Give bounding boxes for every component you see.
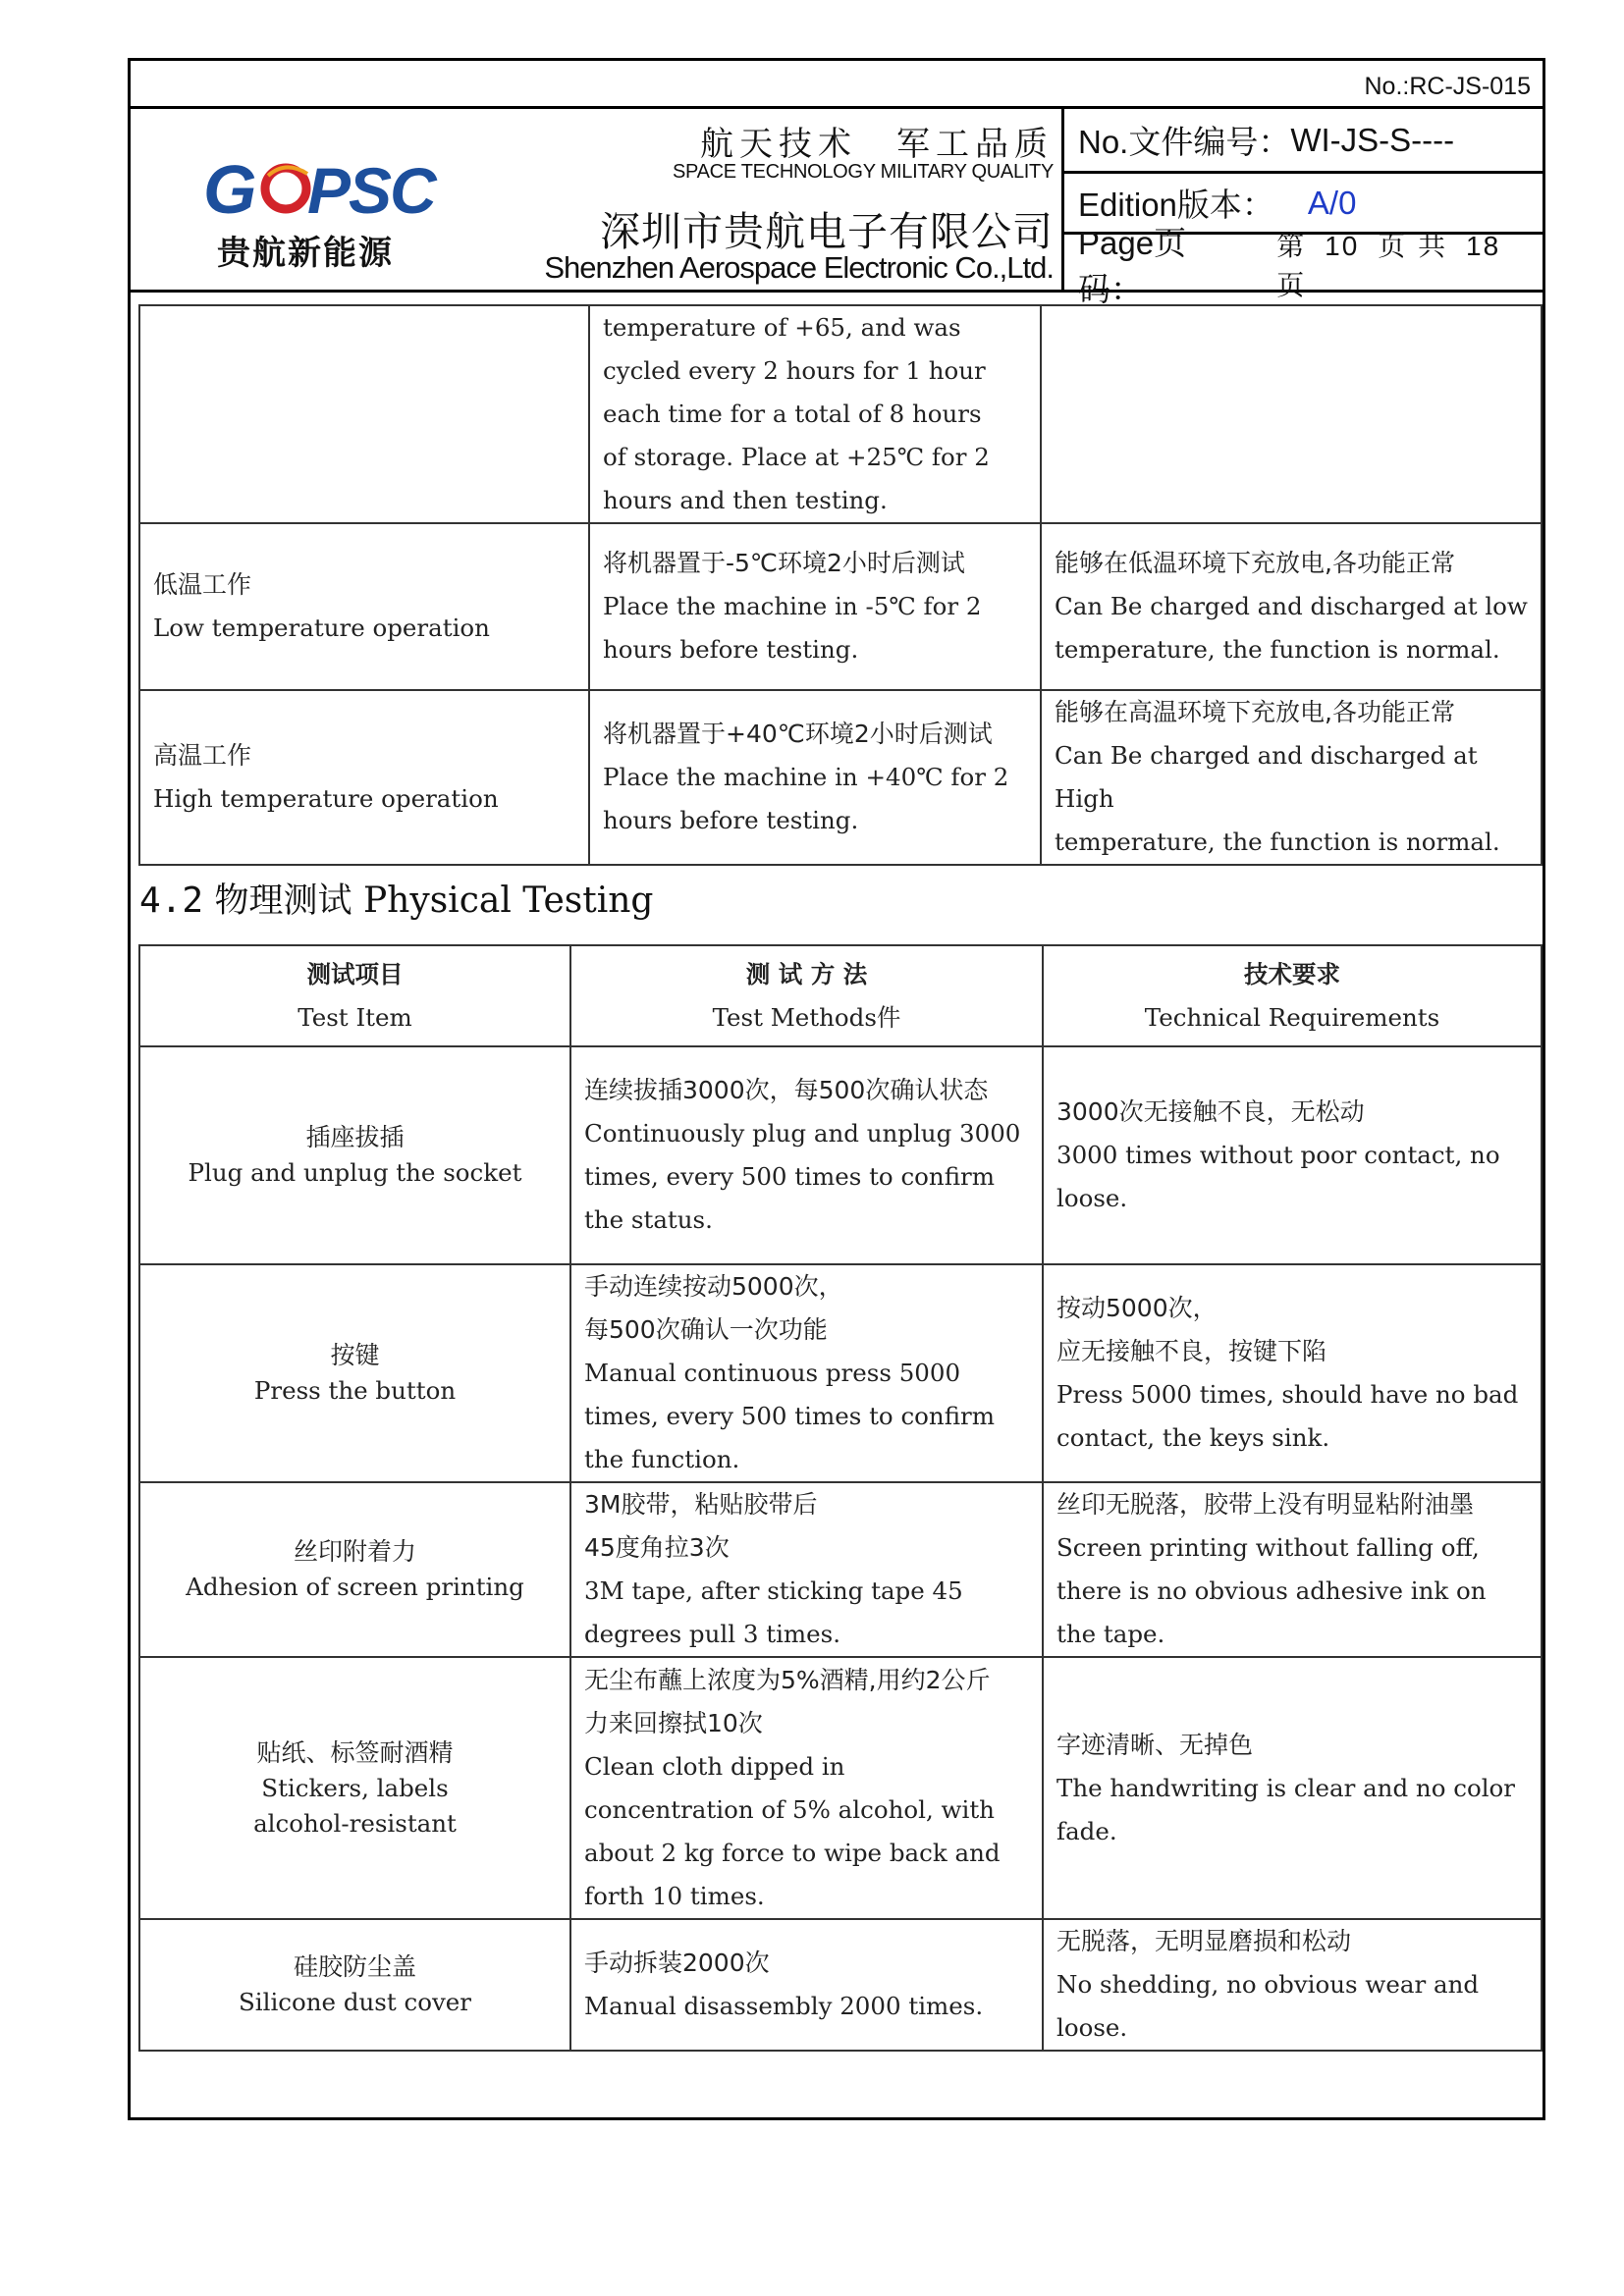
test-method-cell-line: 将机器置于-5℃环境2小时后测试 [603,549,965,577]
test-method-cell-line: 连续拔插3000次，每500次确认状态 [584,1076,989,1104]
test-method-cell-line: Manual continuous press 5000 [584,1359,961,1387]
logo-chinese-name: 贵航新能源 [217,234,394,273]
table-row [139,1482,1542,1657]
test-method-cell-line: times, every 500 times to confirm [584,1402,995,1430]
table-row [139,1657,1542,1919]
slogan-chinese: 航天技术 军工品质 [700,125,1054,164]
requirement-cell-line: 无脱落，无明显磨损和松动 [1056,1927,1352,1955]
section-title-cn: 物理测试 [214,881,352,921]
test-method-cell-line: Place the machine in +40℃ for 2 [603,763,1009,791]
test-method-cell-line: 3M tape, after sticking tape 45 [584,1576,963,1605]
requirement-cell-line: temperature, the function is normal. [1055,635,1500,664]
test-method-cell-line: 无尘布蘸上浓度为5%酒精,用约2公斤 [584,1665,991,1694]
column-header-en: Technical Requirements [1144,1002,1440,1032]
company-name-chinese: 深圳市贵航电子有限公司 [600,208,1054,255]
test-item-cell-line: alcohol-resistant [253,1808,457,1838]
column-header [1043,945,1542,1046]
page-mid: 页 共 [1378,229,1448,262]
requirement-cell-line: 丝印无脱落，胶带上没有明显粘附油墨 [1056,1490,1475,1519]
test-method-cell-line: forth 10 times. [584,1881,765,1910]
requirement-cell [1043,1657,1542,1919]
test-method-cell-line: times, every 500 times to confirm [584,1162,995,1191]
test-item-cell-line: High temperature operation [153,784,499,813]
requirement-cell [1041,690,1542,865]
page-prefix: 第 [1276,229,1307,262]
requirement-cell-line: Can Be charged and discharged at High [1055,741,1478,813]
requirement-cell-line: temperature, the function is normal. [1055,828,1500,856]
table-header-row [139,945,1542,1046]
test-method-cell-line: degrees pull 3 times. [584,1620,841,1648]
test-item-cell-line: Plug and unplug the socket [188,1158,522,1187]
test-method-cell-line: concentration of 5% alcohol, with [584,1794,995,1824]
requirement-cell-line: Press 5000 times, should have no bad [1056,1380,1519,1409]
test-method-cell-line: of storage. Place at +25℃ for 2 [603,443,990,471]
test-item-cell-line: 贴纸、标签耐酒精 [256,1737,454,1767]
company-name-english: Shenzhen Aerospace Electronic Co.,Ltd. [544,250,1054,285]
physical-test-table [138,944,1543,2052]
test-method-cell-line: hours before testing. [603,635,859,664]
page-number-row [1064,224,1543,307]
test-method-cell [589,523,1041,690]
test-method-cell-line: temperature of +65, and was [603,313,961,342]
test-method-cell [589,690,1041,865]
test-method-cell [570,1657,1043,1919]
requirement-cell-line: 按动5000次， [1056,1294,1218,1322]
section-number: 4.2 [139,881,204,921]
requirement-cell-line: Screen printing without falling off, [1056,1533,1480,1562]
form-number: No.:RC-JS-015 [1364,73,1531,100]
table-row [139,1264,1542,1482]
test-item-cell [139,1264,570,1482]
test-method-cell [570,1046,1043,1264]
section-title-en: Physical Testing [362,881,654,921]
requirement-cell-line: 应无接触不良，按键下陷 [1056,1337,1327,1365]
page-current: 10 [1325,230,1360,261]
table-row [139,523,1542,690]
test-method-cell-line: 手动拆装2000次 [584,1949,770,1977]
page-total: 18 [1466,230,1501,261]
column-header-en: Test Methods件 [712,1002,901,1032]
test-method-cell-line: about 2 kg force to wipe back and [584,1838,1001,1867]
page-label: Page页码： [1078,224,1187,307]
column-header [139,945,570,1046]
test-method-cell-line: cycled every 2 hours for 1 hour [603,356,986,385]
test-item-cell [139,1046,570,1264]
requirement-cell-line: 能够在高温环境下充放电,各功能正常 [1055,698,1455,726]
test-item-cell-line: 丝印附着力 [293,1537,416,1566]
requirement-cell-line: there is no obvious adhesive ink on [1056,1576,1487,1605]
requirement-cell [1041,523,1542,690]
table-row [139,690,1542,865]
test-item-cell-line: Press the button [253,1376,457,1405]
test-item-cell [139,305,589,523]
requirement-cell-line: 字迹清晰、无掉色 [1056,1730,1254,1759]
test-method-cell-line: Place the machine in -5℃ for 2 [603,592,982,620]
environment-test-table [138,304,1543,866]
test-item-cell-line: Low temperature operation [153,614,490,642]
test-method-cell-line: the status. [584,1205,713,1234]
test-item-cell [139,523,589,690]
test-item-cell-line: 低温工作 [153,570,252,599]
test-method-cell-line: the function. [584,1445,740,1473]
requirement-cell-line: 3000次无接触不良，无松动 [1056,1097,1365,1126]
test-item-cell-line: Adhesion of screen printing [186,1573,524,1601]
test-method-cell-line: 45度角拉3次 [584,1533,730,1562]
test-method-cell-line: each time for a total of 8 hours [603,400,982,428]
edition-label: Edition版本： [1078,187,1274,223]
requirement-cell-line: the tape. [1056,1620,1165,1648]
test-method-cell [570,1264,1043,1482]
requirement-cell [1043,1482,1542,1657]
svg-text:G: G [203,151,254,228]
test-method-cell-line: 将机器置于+40℃环境2小时后测试 [603,720,993,748]
table-row [139,1046,1542,1264]
test-method-cell-line: 3M胶带，粘贴胶带后 [584,1490,818,1519]
svg-text:PSC: PSC [307,154,435,227]
test-item-cell-line: 高温工作 [153,741,252,770]
requirement-cell-line: Can Be charged and discharged at low [1055,592,1528,620]
requirement-cell-line: The handwriting is clear and no color [1056,1773,1516,1802]
test-method-cell [570,1482,1043,1657]
requirement-cell-line: 3000 times without poor contact, no [1056,1141,1500,1169]
test-method-cell-line: hours and then testing. [603,486,888,514]
company-logo [199,138,445,276]
page-counter [1276,225,1543,303]
section-heading [139,874,653,923]
requirement-cell [1043,1046,1542,1264]
test-method-cell-line: 力来回擦拭10次 [584,1708,763,1737]
test-method-cell-line: 每500次确认一次功能 [584,1315,828,1344]
table-row [139,1919,1542,2051]
test-item-cell-line: Stickers, labels [261,1773,449,1802]
test-method-cell-line: 手动连续按动5000次， [584,1272,843,1301]
slogan-english: SPACE TECHNOLOGY MILITARY QUALITY [673,161,1054,183]
test-item-cell-line: 插座拔插 [305,1123,405,1151]
column-header [570,945,1043,1046]
requirement-cell-line: loose. [1056,1184,1128,1212]
test-method-cell [589,305,1041,523]
requirement-cell [1043,1264,1542,1482]
document-number-value: WI-JS-S---- [1290,121,1455,158]
test-method-cell-line: Continuously plug and unplug 3000 [584,1119,1021,1148]
page-suffix: 页 [1276,268,1307,301]
requirement-cell-line: fade. [1056,1816,1117,1845]
test-method-cell-line: Clean cloth dipped in [584,1751,845,1781]
test-item-cell [139,690,589,865]
requirement-cell-line: No shedding, no obvious wear and [1056,1970,1480,1999]
column-header-en: Test Item [298,1002,412,1032]
test-method-cell-line: Manual disassembly 2000 times. [584,1992,984,2020]
test-item-cell [139,1482,570,1657]
requirement-cell-line: loose. [1056,2013,1128,2042]
edition-value: A/0 [1307,184,1357,221]
requirement-cell-line: 能够在低温环境下充放电,各功能正常 [1055,549,1455,577]
test-item-cell-line: Silicone dust cover [238,1988,472,2016]
test-item-cell [139,1657,570,1919]
table-row [139,305,1542,523]
test-item-cell-line: 按键 [330,1341,380,1369]
requirement-cell [1043,1919,1542,2051]
test-method-cell-line: hours before testing. [603,806,859,834]
document-header [131,106,1543,307]
document-number-label: No.文件编号： [1078,124,1291,160]
test-item-cell-line: 硅胶防尘盖 [293,1952,416,1981]
requirement-cell [1041,305,1542,523]
test-method-cell [570,1919,1043,2051]
document-number-row [1064,109,1543,174]
column-header-cn: 测试项目 [306,959,404,988]
test-item-cell [139,1919,570,2051]
column-header-cn: 技术要求 [1244,959,1340,988]
requirement-cell-line: contact, the keys sink. [1056,1423,1330,1452]
column-header-cn: 测 试 方 法 [745,959,868,988]
